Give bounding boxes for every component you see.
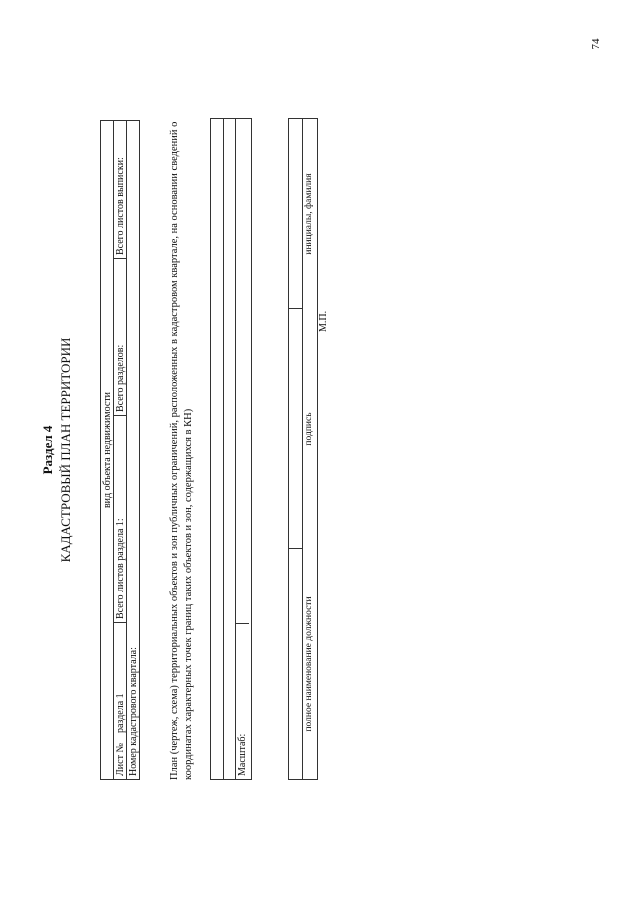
- sheets-section1-cell: Всего листов раздела 1:: [114, 416, 127, 623]
- total-sheets-cell: Всего листов выписки:: [114, 121, 127, 259]
- plan-box: [210, 118, 252, 780]
- page-number: 74: [590, 38, 602, 50]
- section-label: раздела 1: [114, 693, 126, 734]
- signature-block: [288, 118, 318, 780]
- header-table: [100, 120, 140, 780]
- name-label: инициалы, фамилия: [304, 173, 314, 255]
- scale-divider: [235, 623, 249, 624]
- scale-row: [235, 119, 250, 779]
- object-type-cell: вид объекта недвижимости: [101, 121, 114, 780]
- page-title: КАДАСТРОВЫЙ ПЛАН ТЕРРИТОРИИ: [58, 337, 73, 563]
- section-title: Раздел 4: [40, 425, 55, 475]
- signature-divider: [289, 548, 303, 549]
- total-sections-cell: Всего разделов:: [114, 259, 127, 416]
- stamp-label: М.П.: [318, 310, 329, 332]
- position-label: полное наименование должности: [304, 596, 314, 732]
- signature-divider: [289, 308, 303, 309]
- description-text: План (чертеж, схема) территориальных объектов и зон публичных ограничений, расположенных в кадастровом квартале, на основании сведений о координатах характерных точек границ таких объектов и зон, содержащихся в КН): [169, 121, 194, 780]
- sign-label: подпись: [304, 412, 314, 446]
- sheet-cell: [114, 623, 127, 780]
- rotated-form: [40, 90, 600, 810]
- signature-line: [302, 119, 303, 779]
- plan-row: [211, 119, 224, 779]
- scale-label: Масштаб:: [237, 733, 248, 776]
- quarter-number-cell: Номер кадастрового квартала:: [127, 121, 140, 780]
- sheet-label: Лист №: [114, 743, 126, 776]
